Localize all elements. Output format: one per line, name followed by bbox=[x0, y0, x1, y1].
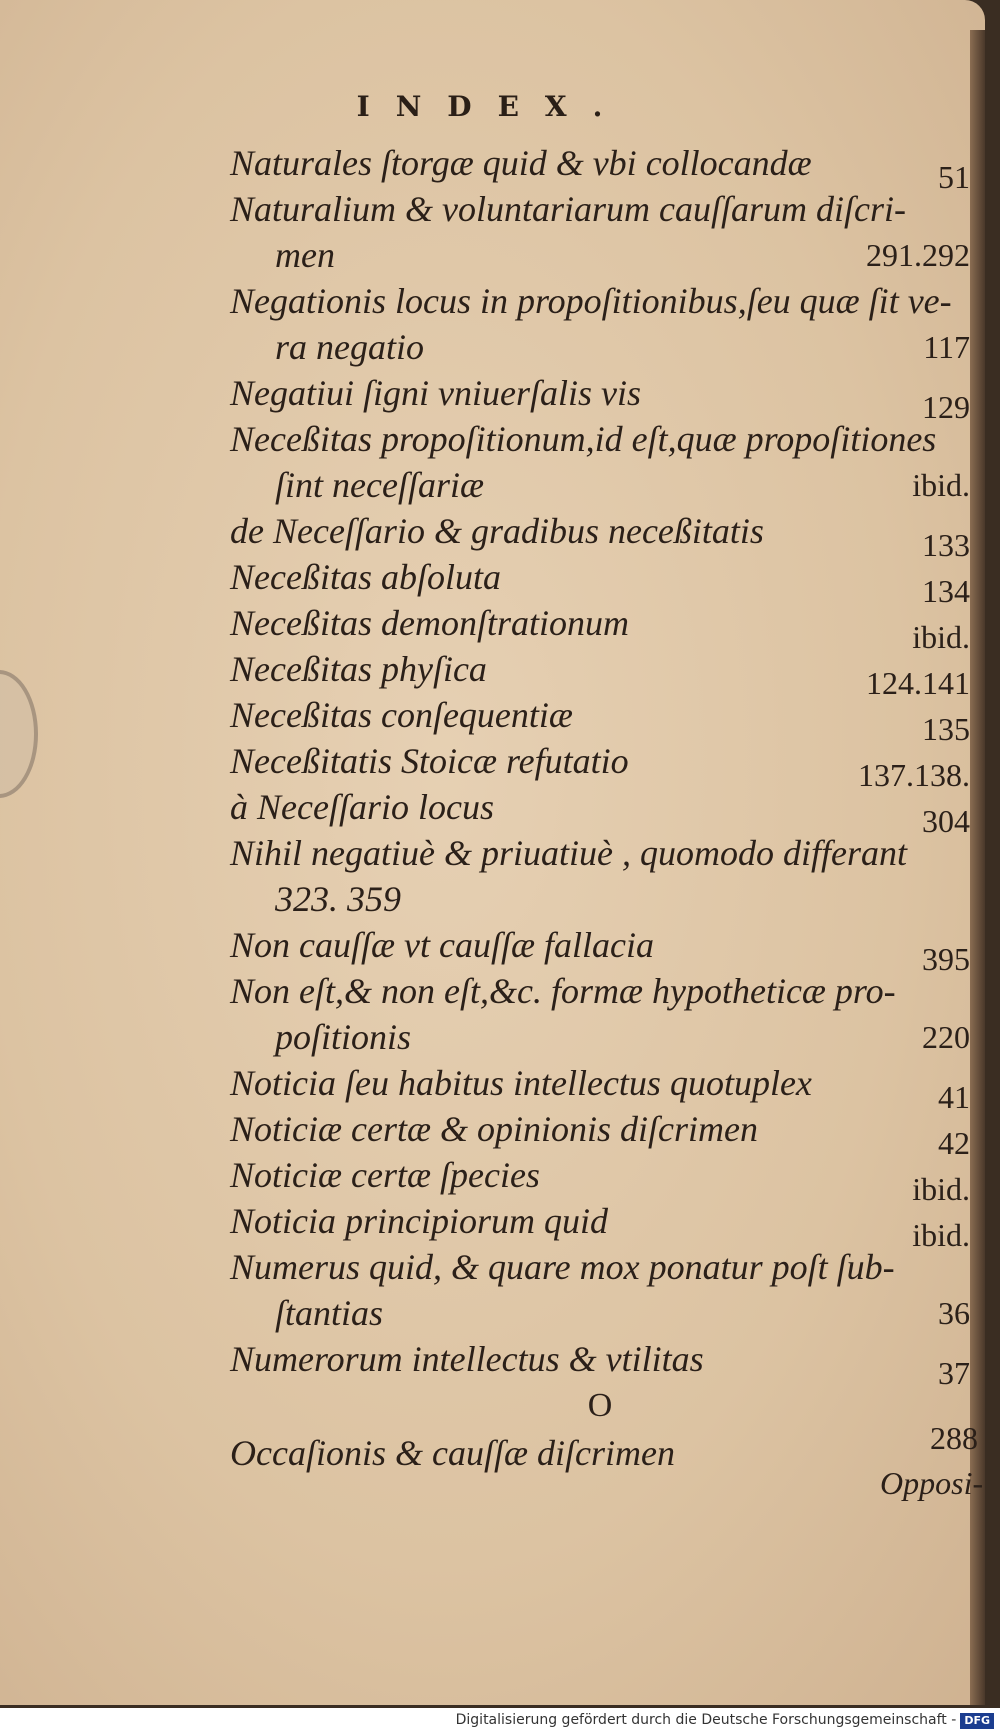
index-entry bbox=[230, 968, 970, 1060]
entry-text: Neceßitas conſequentiæ bbox=[230, 695, 573, 735]
entry-page-ref: 124.141 bbox=[866, 665, 970, 701]
entry-page-ref: 134 bbox=[922, 573, 970, 609]
index-entry bbox=[230, 554, 970, 609]
index-entry bbox=[230, 1244, 970, 1336]
entry-text: Neceßitas phyſica bbox=[230, 649, 487, 689]
entry-text: Negatiui ſigni vniuerſalis vis bbox=[230, 373, 641, 413]
entry-text: Negationis locus in propoſitionibus,ſeu quæ ſit ve- bbox=[230, 281, 952, 321]
entry-page-ref: ibid. bbox=[912, 1171, 970, 1207]
index-entry bbox=[230, 784, 970, 839]
entry-text: Nihil negatiuè & priuatiuè , quomodo differant bbox=[230, 833, 907, 873]
entry-page-ref: ibid. bbox=[912, 467, 970, 503]
entry-text: Noticiæ certæ ſpecies bbox=[230, 1155, 540, 1195]
entry-page-ref: 42 bbox=[938, 1125, 970, 1161]
entry-continuation: men bbox=[275, 235, 335, 275]
entry-page-ref: 220 bbox=[922, 1019, 970, 1055]
index-entry bbox=[230, 416, 970, 508]
entry-page-ref: 117 bbox=[923, 329, 970, 365]
footer-bar bbox=[0, 1708, 1000, 1733]
index-entry bbox=[230, 1106, 970, 1161]
entry-text: Neceßitas demonſtrationum bbox=[230, 603, 629, 643]
entry-text: Non cauſſæ vt cauſſæ fallacia bbox=[230, 925, 654, 965]
entry-text: Neceßitas abſoluta bbox=[230, 557, 501, 597]
entry-text: Numerorum intellectus & vtilitas bbox=[230, 1339, 704, 1379]
entry-page-ref: 304 bbox=[922, 803, 970, 839]
index-entry-final bbox=[230, 1430, 970, 1476]
entry-text: Noticiæ certæ & opinionis diſcrimen bbox=[230, 1109, 758, 1149]
entry-page-ref: 133 bbox=[922, 527, 970, 563]
entry-text: Naturales ſtorgæ quid & vbi collocandæ bbox=[230, 143, 812, 183]
entry-text: Naturalium & voluntariarum cauſſarum diſcri- bbox=[230, 189, 907, 229]
entry-page-ref: 129 bbox=[922, 389, 970, 425]
index-entry bbox=[230, 370, 970, 425]
index-entry bbox=[230, 646, 970, 701]
index-entry bbox=[230, 830, 970, 922]
entry-page-ref: ibid. bbox=[912, 1217, 970, 1253]
clasp-ring bbox=[0, 670, 38, 798]
entry-text: à Neceſſario locus bbox=[230, 787, 494, 827]
entry-page-ref: 36 bbox=[938, 1295, 970, 1331]
entry-text: Noticia principiorum quid bbox=[230, 1201, 608, 1241]
entry-text: Non eſt,& non eſt,&c. formæ hypotheticæ pro- bbox=[230, 971, 896, 1011]
entry-page-ref: 41 bbox=[938, 1079, 970, 1115]
page-header: INDEX. bbox=[356, 90, 629, 123]
index-entry bbox=[230, 692, 970, 747]
index-entry bbox=[230, 1198, 970, 1253]
entry-continuation: 323. 359 bbox=[275, 879, 401, 919]
letter-divider: O bbox=[587, 1387, 613, 1424]
entry-page-ref: 37 bbox=[938, 1355, 970, 1391]
index-entry bbox=[230, 738, 970, 793]
entry-page-ref: 137.138. bbox=[858, 757, 970, 793]
entry-page-ref: 291.292 bbox=[866, 237, 970, 273]
entry-text: de Neceſſario & gradibus neceßitatis bbox=[230, 511, 764, 551]
entry-page-ref: ibid. bbox=[912, 619, 970, 655]
index-entries bbox=[230, 140, 970, 1476]
entry-text: Neceßitas propoſitionum,id eſt,quæ propoſitiones bbox=[230, 419, 937, 459]
index-entry bbox=[230, 278, 970, 370]
entry-page-ref: 135 bbox=[922, 711, 970, 747]
footer-text: Digitalisierung gefördert durch die Deutsche Forschungsgemeinschaft - bbox=[455, 1712, 957, 1728]
index-entry bbox=[230, 922, 970, 977]
entry-continuation: ra negatio bbox=[275, 327, 424, 367]
entry-continuation: ſint neceſſariæ bbox=[275, 465, 484, 505]
index-entry bbox=[230, 140, 970, 195]
index-entry bbox=[230, 1060, 970, 1115]
entry-text: Noticia ſeu habitus intellectus quotuplex bbox=[230, 1063, 812, 1103]
index-entry bbox=[230, 600, 970, 655]
index-entry bbox=[230, 508, 970, 563]
entry-text: Neceßitatis Stoicæ refutatio bbox=[230, 741, 629, 781]
entry-page-ref: 395 bbox=[922, 941, 970, 977]
final-page-ref: 288 bbox=[930, 1420, 978, 1456]
dfg-logo: DFG bbox=[960, 1713, 994, 1729]
entry-page-ref: 51 bbox=[938, 159, 970, 195]
catchword: Opposi- bbox=[880, 1465, 984, 1501]
index-entry bbox=[230, 1336, 970, 1391]
entry-continuation: ſtantias bbox=[275, 1293, 384, 1333]
entry-text: Occaſionis & cauſſæ diſcrimen bbox=[230, 1433, 675, 1473]
entry-text: Numerus quid, & quare mox ponatur poſt ſub- bbox=[230, 1247, 895, 1287]
entry-continuation: poſitionis bbox=[275, 1017, 412, 1057]
index-entry bbox=[230, 1152, 970, 1207]
index-entry bbox=[230, 186, 970, 278]
